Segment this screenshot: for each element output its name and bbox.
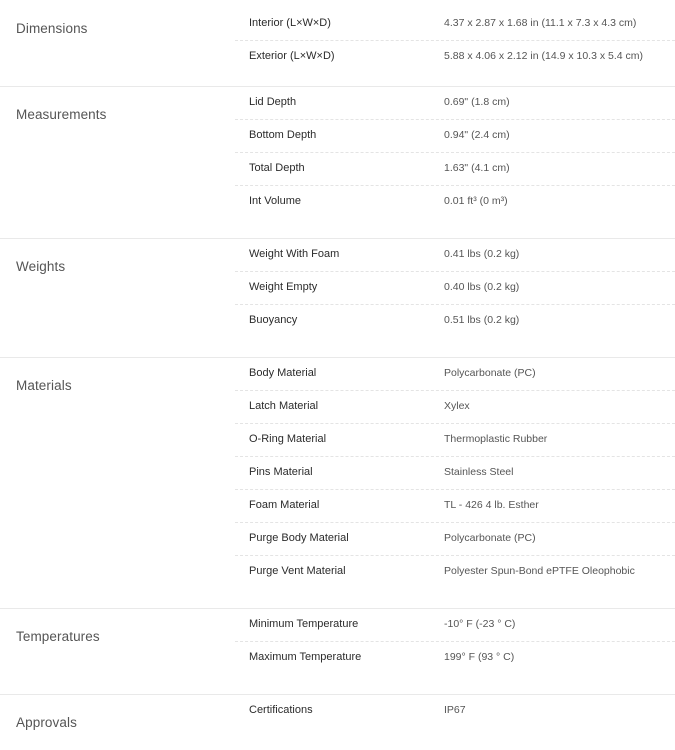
spec-row <box>235 391 675 424</box>
spec-label: O-Ring Material <box>249 433 327 445</box>
spec-label: Minimum Temperature <box>249 618 359 630</box>
section-title: Temperatures <box>16 629 100 644</box>
spec-value: Polycarbonate (PC) <box>444 532 536 544</box>
spec-label: Body Material <box>249 367 317 379</box>
spec-label: Interior (L×W×D) <box>249 17 331 29</box>
spec-row <box>235 153 675 186</box>
section-title: Measurements <box>16 107 107 122</box>
spec-row <box>235 8 675 41</box>
spec-row <box>235 41 675 74</box>
spec-label: Buoyancy <box>249 314 298 326</box>
section-title: Weights <box>16 259 66 274</box>
spec-row <box>235 642 675 675</box>
spec-value: Polyester Spun-Bond ePTFE Oleophobic <box>444 565 635 577</box>
spec-value: 0.41 lbs (0.2 kg) <box>444 248 520 260</box>
spec-section-materials <box>0 358 675 609</box>
spec-row <box>235 305 675 338</box>
spec-row <box>235 239 675 272</box>
spec-rows <box>235 609 675 675</box>
spec-label: Purge Vent Material <box>249 565 346 577</box>
spec-value: 5.88 x 4.06 x 2.12 in (14.9 x 10.3 x 5.4 cm) <box>444 50 644 62</box>
spec-row <box>235 87 675 120</box>
section-title: Materials <box>16 378 72 393</box>
spec-row <box>235 186 675 219</box>
spec-rows <box>235 8 675 74</box>
spec-rows <box>235 87 675 219</box>
spec-row <box>235 358 675 391</box>
spec-row <box>235 609 675 642</box>
spec-label: Maximum Temperature <box>249 651 362 663</box>
spec-row <box>235 556 675 589</box>
spec-value: 199° F (93 ° C) <box>444 651 515 663</box>
spec-value: Polycarbonate (PC) <box>444 367 536 379</box>
spec-label: Int Volume <box>249 195 301 207</box>
spec-value: Xylex <box>444 400 470 412</box>
spec-value: 1.63" (4.1 cm) <box>444 162 510 174</box>
spec-label: Bottom Depth <box>249 129 317 141</box>
spec-label: Purge Body Material <box>249 532 349 544</box>
spec-rows <box>235 695 675 728</box>
spec-section-approvals <box>0 695 675 750</box>
spec-value: 0.40 lbs (0.2 kg) <box>444 281 520 293</box>
spec-rows <box>235 239 675 338</box>
spec-value: Thermoplastic Rubber <box>444 433 548 445</box>
spec-value: IP67 <box>444 704 466 716</box>
spec-row <box>235 457 675 490</box>
spec-rows <box>235 358 675 589</box>
spec-section-dimensions <box>0 8 675 87</box>
spec-row <box>235 120 675 153</box>
spec-section-weights <box>0 239 675 358</box>
spec-value: 0.51 lbs (0.2 kg) <box>444 314 520 326</box>
spec-row <box>235 523 675 556</box>
spec-row <box>235 695 675 728</box>
section-title: Approvals <box>16 715 77 730</box>
spec-row <box>235 424 675 457</box>
spec-label: Pins Material <box>249 466 313 478</box>
spec-label: Latch Material <box>249 400 319 412</box>
spec-value: 0.01 ft³ (0 m³) <box>444 195 508 207</box>
spec-label: Lid Depth <box>249 96 297 108</box>
spec-value: TL - 426 4 lb. Esther <box>444 499 539 511</box>
spec-value: -10° F (-23 ° C) <box>444 618 516 630</box>
spec-label: Certifications <box>249 704 313 716</box>
spec-label: Foam Material <box>249 499 320 511</box>
spec-label: Exterior (L×W×D) <box>249 50 335 62</box>
spec-section-temperatures <box>0 609 675 695</box>
spec-value: 0.94" (2.4 cm) <box>444 129 510 141</box>
spec-value: 4.37 x 2.87 x 1.68 in (11.1 x 7.3 x 4.3 cm) <box>444 17 637 29</box>
section-title: Dimensions <box>16 21 88 36</box>
spec-label: Weight With Foam <box>249 248 340 260</box>
spec-value: Stainless Steel <box>444 466 514 478</box>
spec-label: Total Depth <box>249 162 305 174</box>
spec-value: 0.69" (1.8 cm) <box>444 96 510 108</box>
spec-row <box>235 272 675 305</box>
spec-section-measurements <box>0 87 675 239</box>
spec-row <box>235 490 675 523</box>
spec-label: Weight Empty <box>249 281 318 293</box>
